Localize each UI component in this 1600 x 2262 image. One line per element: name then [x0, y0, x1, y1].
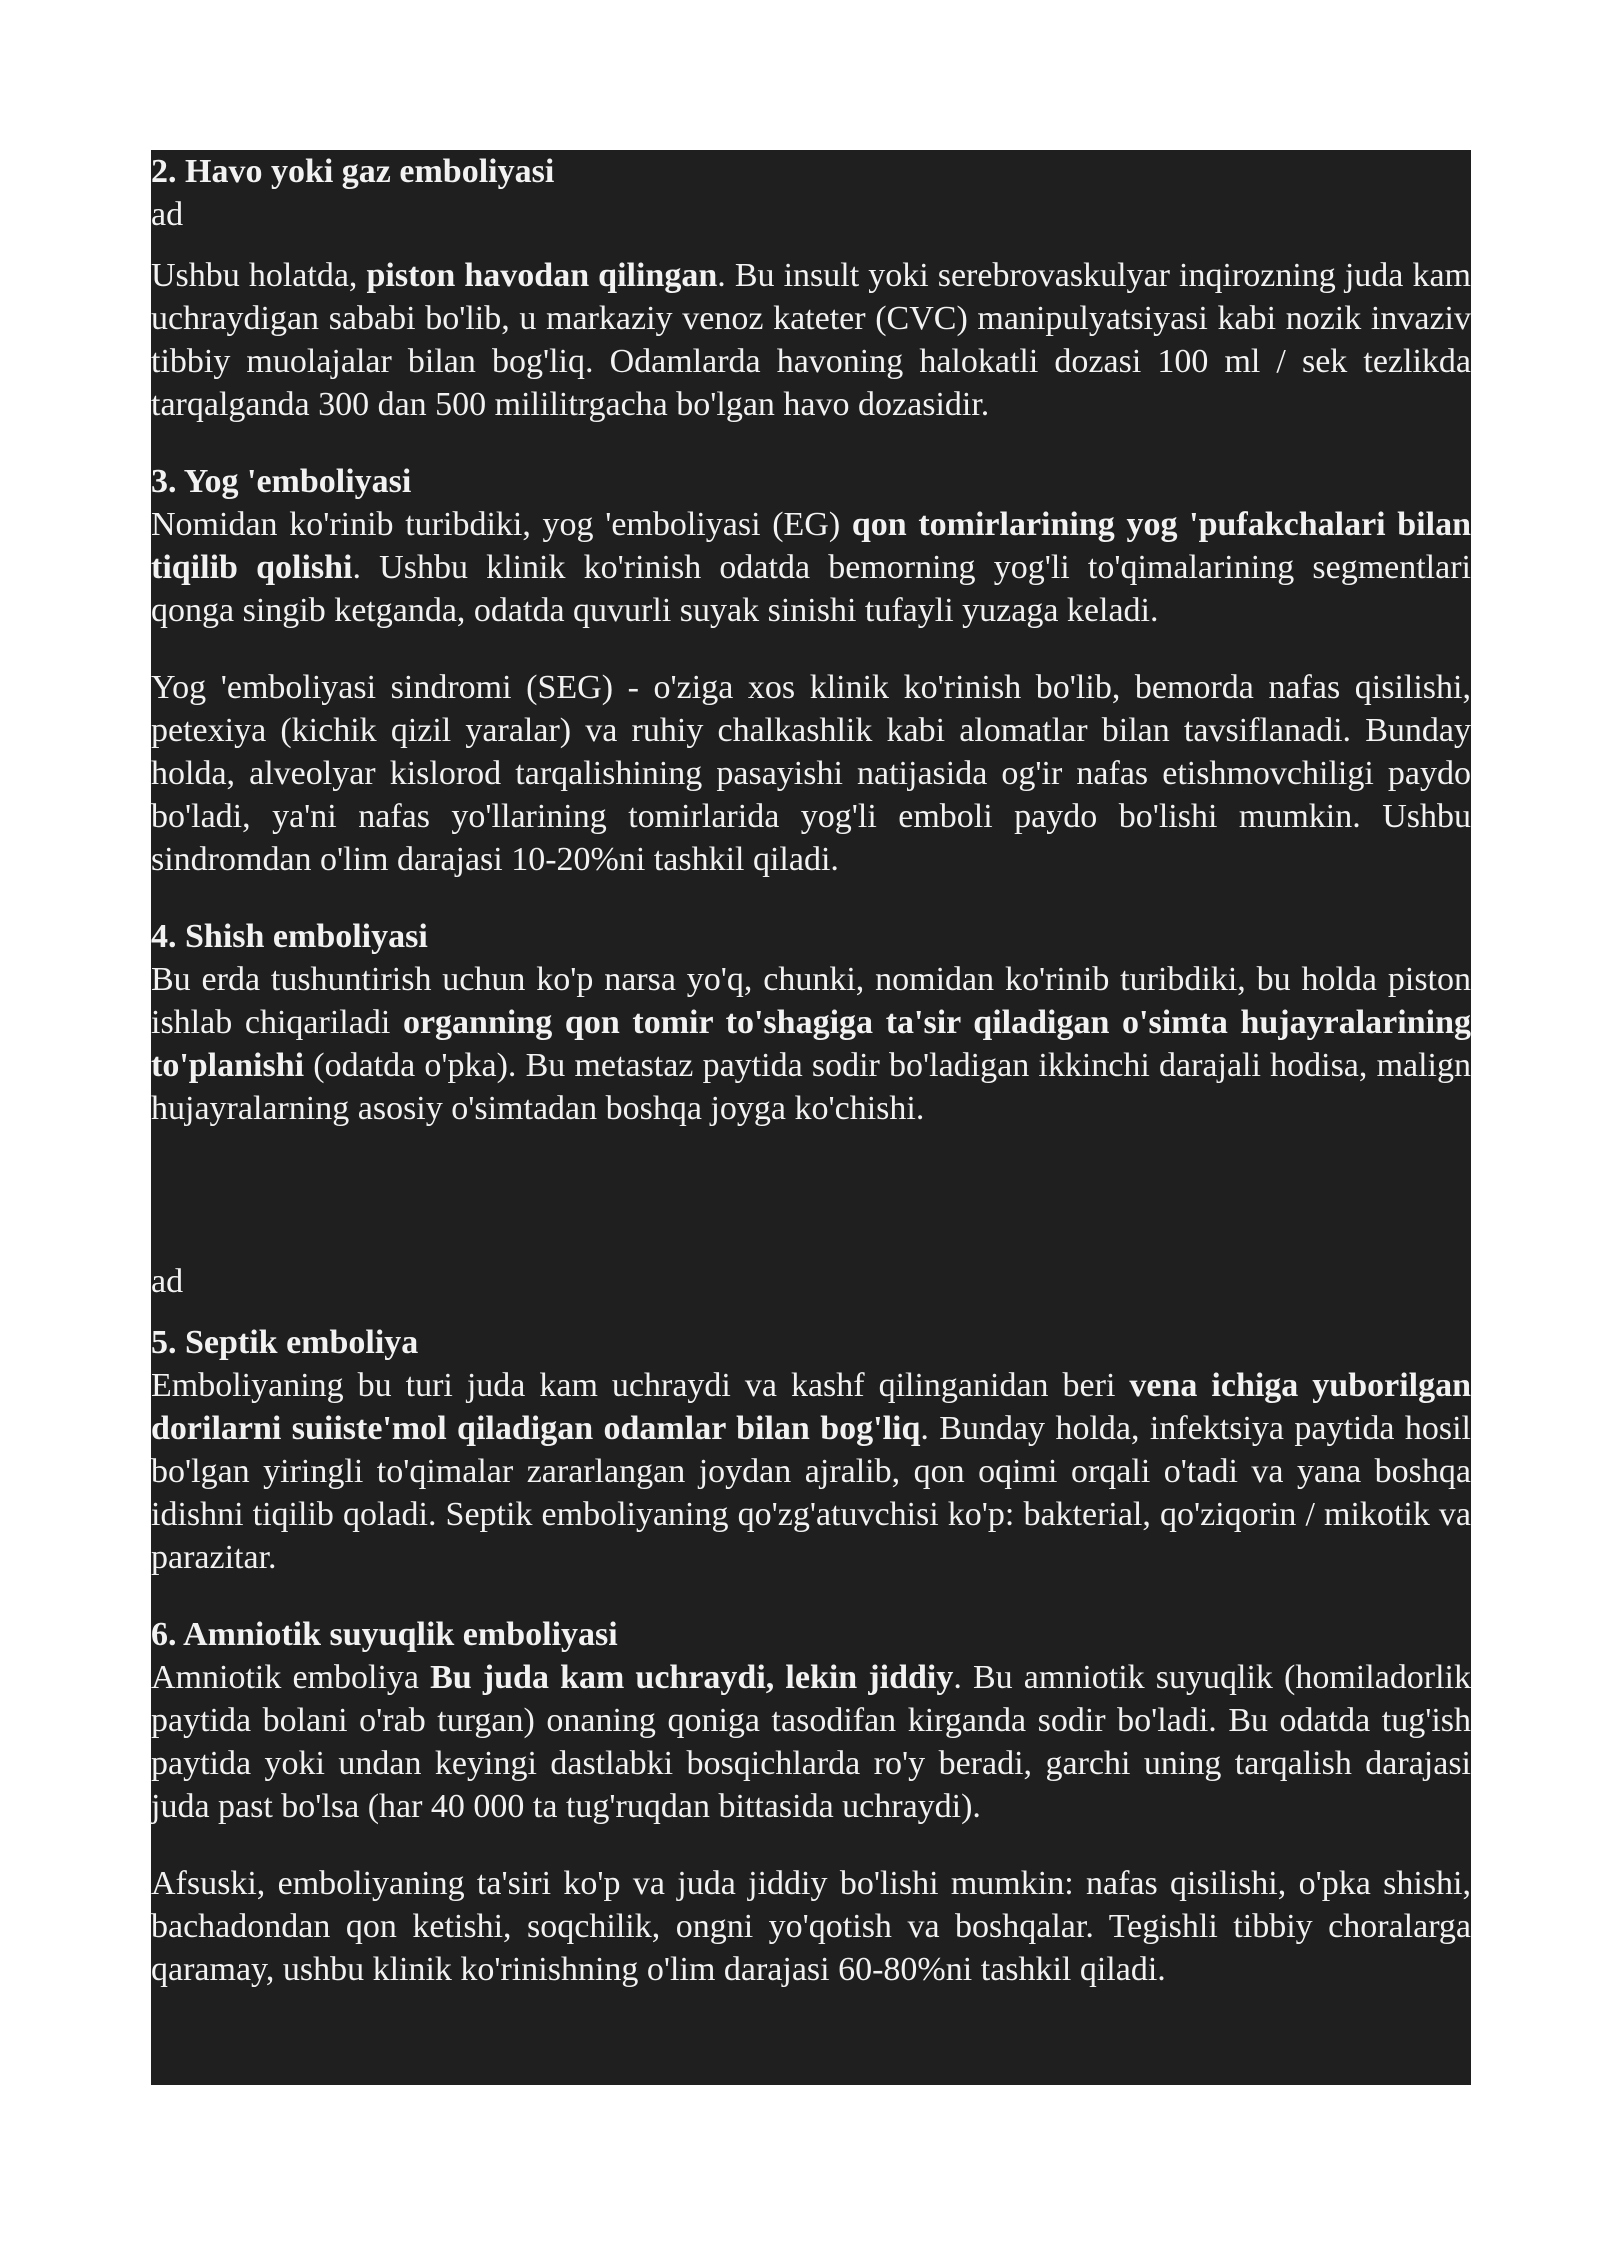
ad-label[interactable]: ad — [151, 196, 184, 233]
paragraph-tumor-embolism — [151, 958, 1471, 1130]
section-title-amniotic-embolism: 6. Amniotik suyuqlik emboliyasi — [151, 1616, 618, 1653]
text-run: . Bu insult yoki serebrovaskulyar inqirozning juda kam uchraydigan sababi bo'lib, u markaziy venoz kateter (CVC) manipulyatsiyasi kabi nozik invaziv tibbiy muolajalar bilan bog'liq. Odamlarda havoning halokatli dozasi 100 ml / sek tezlikda tarqalganda 300 dan 500 mililitrgacha bo'lgan havo dozasidir. — [151, 257, 1471, 423]
section-title-fat-embolism: 3. Yog 'emboliyasi — [151, 463, 412, 500]
section-title-tumor-embolism: 4. Shish emboliyasi — [151, 918, 428, 955]
bold-text: organning qon tomir to'shagiga ta'sir qiladigan o'simta hujayralarining to'planishi — [151, 1004, 1471, 1084]
text-run: Bu erda tushuntirish uchun ko'p narsa yo'q, chunki, nomidan ko'rinib turibdiki, bu holda piston ishlab chiqariladi — [151, 961, 1471, 1041]
text-run: Nomidan ko'rinib turibdiki, yog 'emboliyasi (EG) — [151, 506, 852, 543]
text-run: Emboliyaning bu turi juda kam uchraydi va kashf qilinganidan beri — [151, 1367, 1130, 1404]
text-run: . Bunday holda, infektsiya paytida hosil bo'lgan yiringli to'qimalar zararlangan joydan ajralib, qon oqimi orqali o'tadi va yana boshqa idishni tiqilib qoladi. Septik emboliyaning qo'zg'atuvchisi ko'p: bakterial, qo'ziqorin / mikotik va parazitar. — [151, 1410, 1472, 1576]
text-run: . Ushbu klinik ko'rinish odatda bemorning yog'li to'qimalarining segmentlari qonga singib ketganda, odatda quvurli suyak sinishi tufayli yuzaga keladi. — [151, 549, 1471, 629]
paragraph-air-embolism — [151, 254, 1471, 426]
paragraph-amniotic-embolism — [151, 1656, 1471, 1828]
bold-text: vena ichiga yuborilgan dorilarni suiiste'mol qiladigan odamlar bilan bog'liq — [151, 1367, 1471, 1447]
text-run: . Bu amniotik suyuqlik (homiladorlik paytida bolani o'rab turgan) onaning qoniga tasodifan kirganda sodir bo'ladi. Bu odatda tug'ish paytida yoki undan keyingi dastlabki bosqichlarda ro'y beradi, garchi uning tarqalish darajasi juda past bo'lsa (har 40 000 ta tug'ruqdan bittasida uchraydi). — [151, 1659, 1472, 1825]
text-run: Ushbu holatda, — [151, 257, 367, 294]
paragraph-fat-embolism-syndrome: Yog 'emboliyasi sindromi (SEG) - o'ziga xos klinik ko'rinish bo'lib, bemorda nafas qisilishi, petexiya (kichik qizil yaralar) va ruhiy chalkashlik kabi alomatlar bilan tavsiflanadi. Bunday holda, alveolyar kislorod tarqalishining pasayishi natijasida og'ir nafas etishmovchiligi paydo bo'ladi, ya'ni nafas yo'llarining tomirlarida yog'li emboli paydo bo'lishi mumkin. Ushbu sindromdan o'lim darajasi 10-20%ni tashkil qiladi. — [151, 669, 1471, 878]
bold-text: qon tomirlarining yog 'pufakchalari bilan tiqilib qolishi — [151, 506, 1471, 586]
paragraph-amniotic-consequences: Afsuski, emboliyaning ta'siri ko'p va juda jiddiy bo'lishi mumkin: nafas qisilishi, o'pka shishi, bachadondan qon ketishi, soqchilik, ongni yo'qotish va boshqalar. Tegishli tibbiy choralarga qaramay, ushbu klinik ko'rinishning o'lim darajasi 60-80%ni tashkil qiladi. — [151, 1865, 1471, 1988]
paragraph-fat-embolism — [151, 503, 1471, 632]
text-run: (odatda o'pka). Bu metastaz paytida sodir bo'ladigan ikkinchi darajali hodisa, malign hujayralarning asosiy o'simtadan boshqa joyga ko'chishi. — [151, 1047, 1471, 1127]
section-title-air-embolism: 2. Havo yoki gaz emboliyasi — [151, 153, 555, 190]
section-title-septic-embolism: 5. Septik emboliya — [151, 1324, 419, 1361]
document-content — [151, 150, 1471, 2085]
paragraph-septic-embolism — [151, 1364, 1471, 1579]
ad-label[interactable]: ad — [151, 1263, 184, 1300]
bold-text: piston havodan qilingan — [366, 257, 718, 294]
text-run: Amniotik emboliya — [151, 1659, 431, 1696]
bold-text: Bu juda kam uchraydi, lekin jiddiy — [430, 1659, 954, 1696]
